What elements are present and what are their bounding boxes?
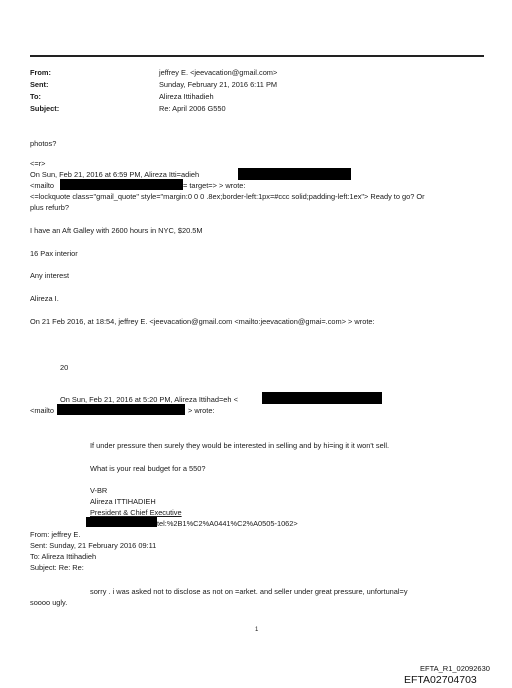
body-line: = target=> > wrote: xyxy=(183,181,246,190)
footer-reference-2: EFTA02704703 xyxy=(404,674,477,686)
body-line: <=r> xyxy=(30,159,46,168)
body-line: Any interest xyxy=(30,271,70,280)
signature-title: President & Chief Executive xyxy=(90,508,182,517)
footer-reference-1: EFTA_R1_02092630 xyxy=(420,664,490,673)
page-number: 1 xyxy=(255,627,259,633)
body-line: On Sun, Feb 21, 2016 at 6:59 PM, Alireza Itti=adieh xyxy=(30,170,200,179)
redaction-box xyxy=(86,517,157,527)
body-line: On Sun, Feb 21, 2016 at 5:20 PM, Alireza Ittihad=eh < xyxy=(60,395,238,404)
signature-line: V-BR xyxy=(90,486,108,495)
body-line: soooo ugly. xyxy=(30,598,68,607)
body-line: From: jeffrey E. xyxy=(30,530,81,539)
body-line: I have an Aft Galley with 2600 hours in NYC, $20.5M xyxy=(30,226,203,235)
redaction-box xyxy=(262,392,382,404)
body-line: Alireza I. xyxy=(30,294,59,303)
body-line: Sent: Sunday, 21 February 2016 09:11 xyxy=(30,541,157,550)
subject-value: Re: April 2006 G550 xyxy=(159,104,226,113)
from-value: jeffrey E. <jeevacation@gmail.com> xyxy=(159,68,278,77)
redaction-box xyxy=(60,179,183,190)
body-line: 16 Pax interior xyxy=(30,249,78,258)
body-line: On 21 Feb 2016, at 18:54, jeffrey E. <jeevacation@gmail.com <mailto:jeevacation@gmai=.com> > wrote: xyxy=(30,317,375,326)
to-value: Alireza Ittihadieh xyxy=(159,92,214,101)
signature-phone: tel:%2B1%C2%A0441%C2%A0505-1062> xyxy=(157,519,298,528)
body-line: <=lockquote class="gmail_quote" style="margin:0 0 0 .8ex;border-left:1px=#ccc solid;padding-left:1ex"> Ready to go? Or xyxy=(30,192,425,201)
body-line: 20 xyxy=(60,363,69,372)
body-line: <mailto xyxy=(30,181,55,190)
sent-value: Sunday, February 21, 2016 6:11 PM xyxy=(159,80,278,89)
body-line: photos? xyxy=(30,139,57,148)
redaction-box xyxy=(57,404,185,415)
to-label: To: xyxy=(30,92,41,101)
body-line: plus refurb? xyxy=(30,203,70,212)
sent-label: Sent: xyxy=(30,80,49,89)
body-line: Subject: Re: Re: xyxy=(30,563,84,572)
from-label: From: xyxy=(30,68,51,77)
body-line: sorry . i was asked not to disclose as not on =arket. and seller under great pressure, unfortunal=y xyxy=(90,587,408,596)
body-line: What is your real budget for a 550? xyxy=(90,464,206,473)
body-line: To: Alireza Ittihadieh xyxy=(30,552,97,561)
header-rule xyxy=(30,55,484,57)
body-line: <mailto xyxy=(30,406,55,415)
redaction-box xyxy=(238,168,351,180)
subject-label: Subject: xyxy=(30,104,60,113)
signature-name: Alireza ITTIHADIEH xyxy=(90,497,156,506)
body-line: > wrote: xyxy=(188,406,215,415)
body-line: If under pressure then surely they would be interested in selling and by hi=ing it it won't sell. xyxy=(90,441,390,450)
